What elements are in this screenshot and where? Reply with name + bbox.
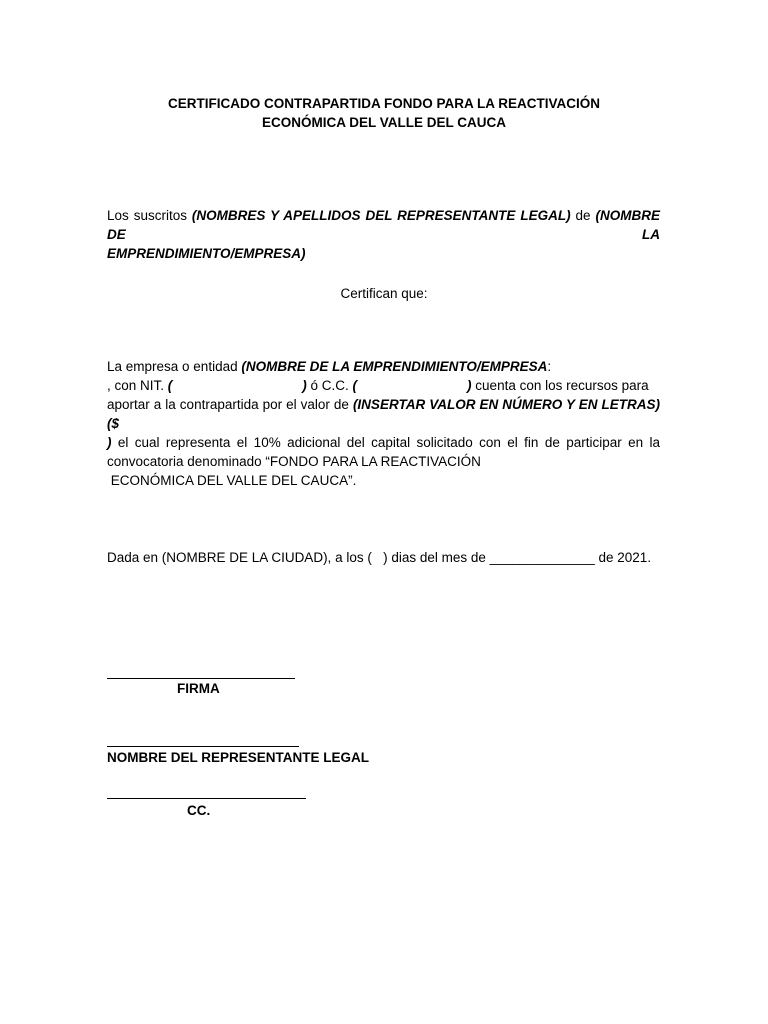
nombre-signature-line bbox=[107, 746, 299, 747]
cc-open-paren: ( bbox=[352, 378, 358, 393]
intro-prefix: Los suscritos bbox=[107, 208, 192, 223]
cc-close-paren: ) bbox=[467, 378, 472, 393]
dada-line bbox=[107, 548, 660, 567]
dada-prefix: Dada en (NOMBRE DE LA CIUDAD), a los ( ) dias del mes de bbox=[107, 550, 490, 565]
body-line-6: ECONÓMICA DEL VALLE DEL CAUCA”. bbox=[107, 473, 357, 488]
firma-label: FIRMA bbox=[177, 681, 220, 696]
certifican-heading: Certifican que: bbox=[340, 286, 428, 301]
body-l4-rest: el cual representa el 10% adicional del capital solicitado con el fin de participar en la bbox=[111, 435, 660, 450]
body-l2-con-nit: , con NIT. bbox=[107, 378, 168, 393]
empresa-placeholder-part2: EMPRENDIMIENTO/EMPRESA) bbox=[107, 246, 306, 261]
body-l2-rest: cuenta con los recursos para bbox=[471, 378, 649, 393]
body-line-2 bbox=[107, 376, 660, 395]
valor-close-paren: ) bbox=[107, 435, 112, 450]
valor-placeholder: (INSERTAR VALOR EN NÚMERO Y EN LETRAS) ($ bbox=[107, 397, 660, 431]
nit-close-paren: ) bbox=[302, 378, 307, 393]
body-l2-cc: ó C.C. bbox=[306, 378, 353, 393]
body-l1-prefix: La empresa o entidad bbox=[107, 359, 242, 374]
body-line-5: convocatoria denominado “FONDO PARA LA REACTIVACIÓN bbox=[107, 454, 481, 469]
empresa-placeholder-part1: (NOMBRE DE LA bbox=[107, 208, 660, 242]
body-line-3 bbox=[107, 395, 660, 433]
intro-paragraph bbox=[107, 206, 660, 263]
intro-de: de bbox=[570, 208, 596, 223]
body-line-4 bbox=[107, 433, 660, 452]
title-line-2: ECONÓMICA DEL VALLE DEL CAUCA bbox=[261, 115, 506, 130]
body-empresa-placeholder: (NOMBRE DE LA EMPRENDIMIENTO/EMPRESA bbox=[241, 359, 548, 374]
dada-suffix: de 2021. bbox=[594, 550, 652, 565]
month-blank: ______________ bbox=[489, 550, 595, 565]
cc-signature-line bbox=[107, 798, 306, 799]
document-title bbox=[0, 94, 768, 132]
nombre-representante-label: NOMBRE DEL REPRESENTANTE LEGAL bbox=[107, 750, 370, 765]
representante-placeholder: (NOMBRES Y APELLIDOS DEL REPRESENTANTE LEGAL) bbox=[191, 208, 571, 223]
body-paragraph bbox=[107, 357, 660, 490]
intro-line-1 bbox=[107, 206, 660, 244]
body-line-1 bbox=[107, 357, 660, 376]
title-line-1: CERTIFICADO CONTRAPARTIDA FONDO PARA LA REACTIVACIÓN bbox=[168, 96, 600, 111]
cc-label: CC. bbox=[187, 803, 211, 818]
body-l3-prefix: aportar a la contrapartida por el valor de bbox=[107, 397, 353, 412]
body-l1-colon: : bbox=[547, 359, 552, 374]
nit-open-paren: ( bbox=[167, 378, 173, 393]
